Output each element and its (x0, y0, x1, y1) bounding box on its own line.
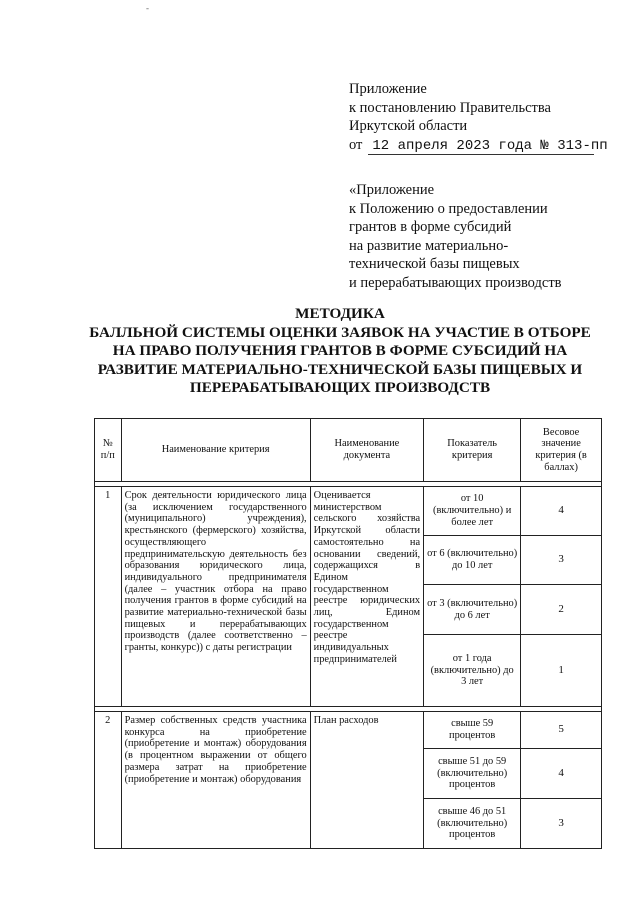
sub-appendix-line: грантов в форме субсидий (349, 219, 512, 235)
criterion-number: 1 (95, 487, 122, 707)
sub-appendix-line: на развитие материально- (349, 237, 509, 254)
criterion-weight: 2 (521, 585, 602, 635)
title-line: РАЗВИТИЕ МАТЕРИАЛЬНО-ТЕХНИЧЕСКОЙ БАЗЫ ПИЩЕВЫХ И (97, 360, 583, 378)
criterion-weight: 4 (521, 487, 602, 536)
title-line: НА ПРАВО ПОЛУЧЕНИЯ ГРАНТОВ В ФОРМЕ СУБСИДИЙ НА (112, 342, 568, 359)
criterion-number: 2 (95, 712, 122, 849)
date-prefix: от (349, 136, 363, 153)
criteria-table (94, 418, 602, 849)
header-document-name: Наименование документа (310, 419, 423, 482)
header-criterion-name: Наименование критерия (121, 419, 310, 482)
sub-appendix-line: к Положению о предоставлении (349, 200, 548, 217)
criterion-weight: 1 (521, 635, 602, 707)
criterion-weight: 5 (521, 712, 602, 749)
header-weight: Весовое значение критерия (в баллах) (521, 419, 602, 482)
title-line: МЕТОДИКА (295, 305, 385, 322)
criterion-document: Оценивается министерством сельского хозяйства Иркутской области самостоятельно на основании сведений, содержащихся в Едином государственном реестре юридических лиц, Едином государственном реестре индивидуальных предпринимателей (310, 487, 423, 707)
criterion-indicator: свыше 59 процентов (424, 712, 521, 749)
criterion-document: План расходов (310, 712, 423, 849)
criterion-weight: 3 (521, 536, 602, 585)
header-indicator: Показатель критерия (424, 419, 521, 482)
table-header-row (95, 419, 602, 482)
page-mark: - (146, 3, 149, 13)
criterion-indicator: от 1 года (включительно) до 3 лет (424, 635, 521, 707)
appendix-date-line (349, 136, 608, 155)
criterion-name: Размер собственных средств участника конкурса на приобретение (приобретение и монтаж) оборудования (в процентном выражении от общего размера затрат на приобретение (приобретение и монтаж) оборудования (121, 712, 310, 849)
decree-date-field: 12 апреля 2023 года № 313-пп (368, 138, 594, 155)
criterion-indicator: от 3 (включительно) до 6 лет (424, 585, 521, 635)
table-row (95, 712, 602, 749)
criterion-indicator: свыше 46 до 51 (включительно) процентов (424, 799, 521, 849)
appendix-line: Иркутской области (349, 118, 468, 134)
title-line: ПЕРЕРАБАТЫВАЮЩИХ ПРОИЗВОДСТВ (189, 379, 491, 396)
title-line: БАЛЛЬНОЙ СИСТЕМЫ ОЦЕНКИ ЗАЯВОК НА УЧАСТИЕ В ОТБОРЕ (89, 323, 591, 341)
criterion-indicator: от 10 (включительно) и более лет (424, 487, 521, 536)
criterion-indicator: свыше 51 до 59 (включительно) процентов (424, 749, 521, 799)
criterion-name: Срок деятельности юридического лица (за исключением государственного (муниципального) учреждения), крестьянского (фермерского) хозяйства, осуществляющего предпринимательскую деятельность без образования юридического лица, индивидуального предпринимателя (далее – участник отбора на право получения грантов в форме субсидий на развитие материально-технической базы пищевых и перерабатывающих производств (далее соответственно – гранты, конкурс)) с даты регистрации (121, 487, 310, 707)
criterion-weight: 4 (521, 749, 602, 799)
table-row (95, 487, 602, 536)
sub-appendix-header (349, 181, 562, 292)
criterion-indicator: от 6 (включительно) до 10 лет (424, 536, 521, 585)
criterion-weight: 3 (521, 799, 602, 849)
appendix-line: к постановлению Правительства (349, 99, 551, 116)
sub-appendix-line: «Приложение (349, 182, 435, 198)
appendix-line: Приложение (349, 81, 427, 97)
sub-appendix-line: технической базы пищевых (349, 256, 520, 272)
appendix-header (349, 80, 608, 155)
header-number: № п/п (95, 419, 122, 482)
document-title (80, 305, 600, 398)
sub-appendix-line: и перерабатывающих производств (349, 274, 562, 291)
